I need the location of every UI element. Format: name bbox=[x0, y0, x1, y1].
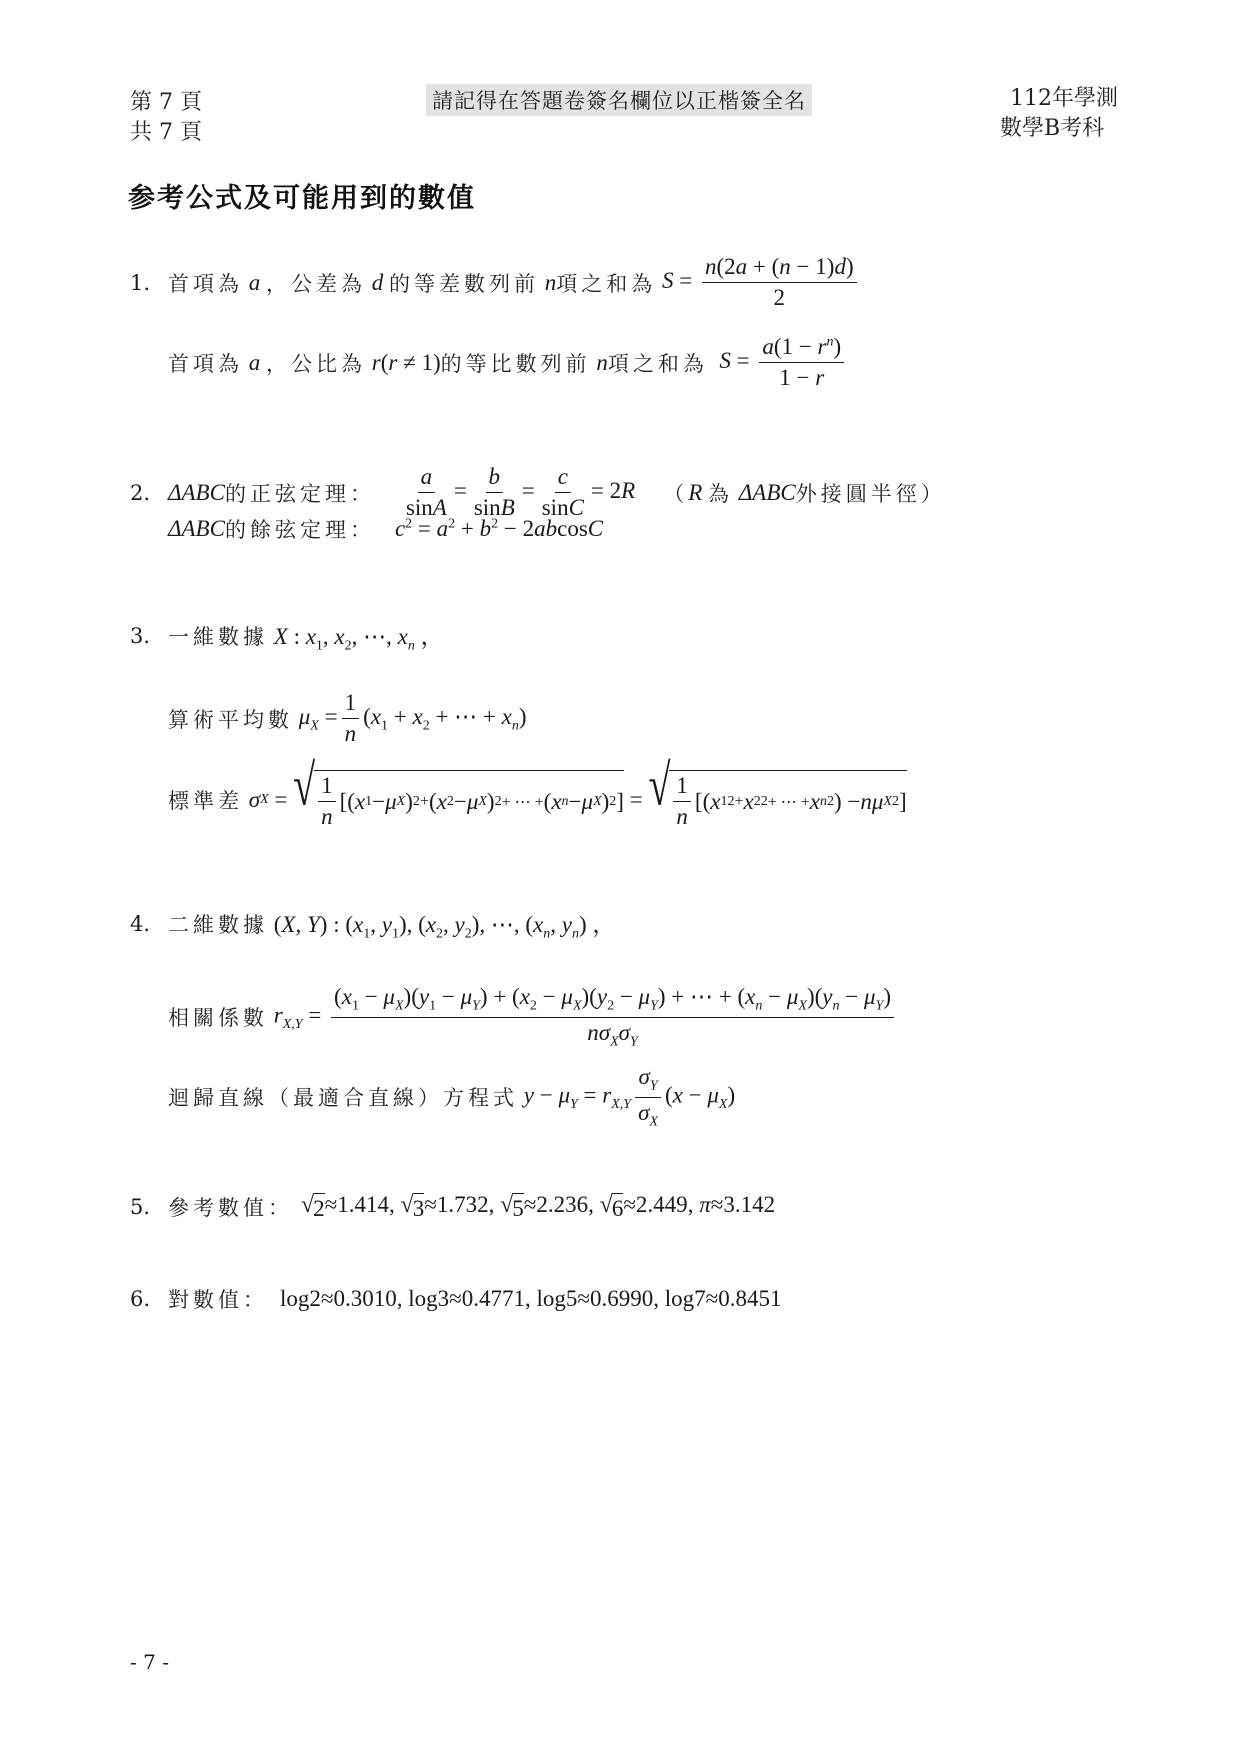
math: ΔABC bbox=[168, 516, 225, 541]
formula-arithmetic-series bbox=[130, 254, 861, 311]
text: 算術平均數 bbox=[168, 707, 293, 732]
formula-correlation bbox=[168, 984, 898, 1050]
text: ，公差為 bbox=[266, 271, 366, 296]
text: 相關係數 bbox=[168, 1006, 268, 1031]
text: 的正弦定理： bbox=[224, 481, 375, 506]
text: 的等差數列前 bbox=[389, 271, 539, 296]
math: ΔABC bbox=[733, 479, 796, 505]
total-pages-label: 共 7 頁 bbox=[130, 120, 202, 145]
page-number-label: 第 7 頁 bbox=[130, 90, 202, 115]
text: 標準差 bbox=[168, 789, 243, 813]
value: log5≈0.6990, bbox=[536, 1286, 660, 1311]
formula-mean bbox=[168, 690, 527, 747]
math: (X, Y) : ($x_1$, $y_1$), ($x_2$, $y_2$), ⋯, ($x_n$, $y_n$) ， bbox=[268, 912, 616, 942]
text: 一維數據 bbox=[168, 625, 268, 650]
item-number: 6. bbox=[130, 1287, 151, 1311]
text: 迴歸直線（最適合直線）方程式 bbox=[168, 1086, 518, 1111]
text: 首項為 bbox=[168, 271, 243, 296]
subject-label: 數學B考科 bbox=[1000, 116, 1105, 141]
text: 為 bbox=[708, 481, 734, 506]
exam-year: 112年學測 bbox=[1010, 86, 1118, 111]
reference-values bbox=[130, 1192, 775, 1222]
text: 的餘弦定理： bbox=[224, 518, 375, 542]
formula-law-of-cosines bbox=[168, 514, 603, 544]
math: a bbox=[243, 269, 266, 295]
math: X : $x_1$, $x_2$, ⋯, $x_n$ ， bbox=[273, 624, 444, 654]
value: log3≈0.4771, bbox=[408, 1286, 531, 1311]
page-title: 参考公式及可能用到的數值 bbox=[128, 183, 476, 214]
item-number: 3. bbox=[130, 624, 151, 649]
value: log7≈0.8451 bbox=[664, 1286, 782, 1311]
formula-standard-deviation bbox=[168, 752, 907, 830]
signature-notice: 請記得在答題卷簽名欄位以正楷簽全名 bbox=[426, 84, 812, 116]
value: ≈1.732 bbox=[424, 1192, 489, 1218]
formula: S = $\frac{n(2a + (n - 1)d)}{2}$ bbox=[656, 254, 860, 311]
formula: σ X = √ $\frac{1}{n}$ [( x 1 − μ X ) 2 + ( x 2 − μ X ) 2 + ⋯ + ( x n − μ X ) 2 ] = √ $\frac{1}{n}$ [( x 1 2 + x 2 2 + ⋯ + x n 2 ) − nμ X 2 ] bbox=[248, 752, 907, 829]
math: n bbox=[539, 269, 557, 295]
text: （ bbox=[663, 481, 689, 506]
math: n bbox=[590, 349, 608, 375]
text: 外接圓半徑） bbox=[795, 481, 946, 506]
math: d bbox=[366, 269, 389, 295]
text: 參考數值： bbox=[168, 1196, 293, 1220]
value: log2≈0.3010, bbox=[280, 1286, 403, 1311]
formula: $r_{X,Y}$ = $(x_1 - \mu_X)(y_1 - \mu_Y) + (x_2 - \mu_X)(y_2 - \mu_Y)$ + ⋯ + $(x_n - \mu_X)(y_n - \mu_Y)$ $n\sigma_X\sigma_Y$ bbox=[268, 984, 898, 1050]
item-number: 4. bbox=[130, 912, 151, 937]
text: 對數值： bbox=[168, 1288, 268, 1312]
log-values bbox=[280, 1286, 782, 1312]
two-dim-data bbox=[130, 906, 615, 943]
formula: $c^2 = a^2 + b^2 - 2abcosC$ bbox=[394, 516, 604, 541]
text: 項之和為 bbox=[556, 271, 657, 296]
text: 二維數據 bbox=[168, 913, 268, 938]
text: 的等比數列前 bbox=[440, 351, 591, 376]
formula: $y - \mu_Y = r_{X,Y}$ $\frac{\sigma_Y}{\sigma_X}$ $(x - \mu_X)$ bbox=[523, 1064, 736, 1130]
value: ≈2.449 bbox=[623, 1192, 688, 1218]
formula-regression-line bbox=[168, 1064, 735, 1130]
logarithm-values bbox=[130, 1284, 782, 1314]
item-number: 5. bbox=[130, 1195, 151, 1219]
formula-geometric-series bbox=[168, 334, 848, 391]
page-footer-number: - 7 - bbox=[130, 1650, 169, 1674]
one-dim-data bbox=[130, 618, 444, 655]
value: ≈1.414 bbox=[324, 1192, 390, 1218]
math: r(r ≠ 1) bbox=[371, 349, 441, 375]
formula: $\frac{a}{\sin A}$ = $\frac{b}{\sin B}$ = $\frac{c}{\sin C}$ = 2R bbox=[405, 464, 636, 520]
formula: $\mu_X$ = $\frac{1}{n}$ ($x_1 + x_2$ + ⋯ + $x_n$) bbox=[298, 690, 527, 746]
item-number: 1. bbox=[130, 270, 151, 295]
math: ΔABC bbox=[168, 479, 225, 505]
text: 項之和為 bbox=[607, 351, 708, 376]
math: R bbox=[688, 479, 709, 505]
math: a bbox=[243, 349, 266, 375]
text: 首項為 bbox=[168, 351, 243, 376]
value: ≈2.236 bbox=[523, 1192, 589, 1218]
value: ≈3.142 bbox=[710, 1192, 776, 1218]
sqrt-values: √ 2 ≈1.414, √ 3 ≈1.732, √ 5 ≈2.236, √ 6 ≈2.449, π≈3.142 bbox=[301, 1191, 776, 1221]
item-number: 2. bbox=[130, 480, 151, 505]
formula: S = $\frac{a(1 - r^n)}{1 - r}$ bbox=[708, 334, 848, 391]
text: ，公比為 bbox=[266, 351, 366, 376]
formula-law-of-sines bbox=[130, 464, 946, 521]
